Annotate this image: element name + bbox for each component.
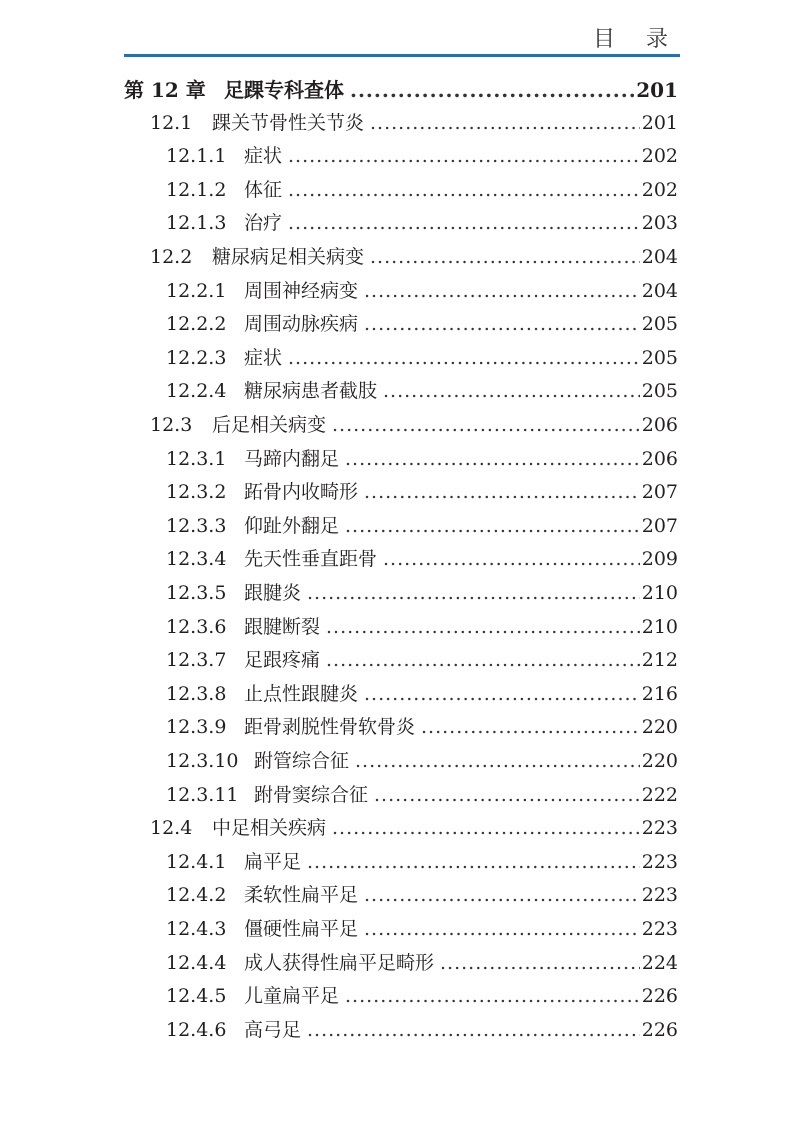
toc-entry-title: 跖骨内收畸形: [244, 481, 359, 504]
dot-leader: [345, 448, 640, 470]
toc-entry-page: 223: [641, 817, 678, 840]
toc-entry-page: 216: [641, 682, 678, 705]
dot-leader: [307, 582, 640, 604]
toc-entry-title: 踝关节骨性关节炎: [212, 111, 365, 134]
dot-leader: [355, 750, 640, 772]
toc-subsection-entry: [166, 914, 678, 944]
toc-subsection-entry: [166, 343, 678, 373]
toc-subsection-entry: [166, 880, 678, 910]
toc-entry-title: 周围神经病变: [244, 279, 359, 302]
toc-entry-number: 12.4.3: [166, 918, 227, 940]
dot-leader: [383, 548, 640, 570]
toc-entry-title: 跟腱断裂: [244, 615, 321, 638]
toc-entry-page: 202: [641, 178, 678, 201]
toc-entry-page: 201: [636, 78, 678, 102]
toc-entry-title: 跟腱炎: [244, 582, 302, 604]
toc-entry-page: 224: [641, 951, 678, 974]
dot-leader: [307, 851, 640, 873]
dot-leader: [364, 481, 640, 503]
toc-subsection-entry: [166, 309, 678, 339]
toc-entry-page: 206: [641, 447, 678, 470]
dot-leader: [364, 280, 640, 302]
toc-entry-title: 症状: [244, 346, 283, 369]
toc-entry-number: 第 12 章: [124, 78, 206, 102]
toc-entry-page: 205: [641, 380, 678, 403]
toc-entry-page: 222: [641, 783, 678, 806]
toc-entry-number: 12.3.7: [166, 649, 227, 672]
header-rule: [124, 54, 680, 57]
toc-subsection-entry: [166, 645, 678, 675]
toc-entry-page: 209: [641, 548, 678, 571]
toc-entry-page: 201: [641, 111, 678, 134]
dot-leader: [288, 347, 640, 369]
toc-subsection-entry: [166, 612, 678, 642]
dot-leader: [364, 683, 640, 705]
toc-subsection-entry: [166, 981, 678, 1011]
dot-leader: [350, 78, 634, 102]
dot-leader: [326, 616, 640, 638]
toc-chapter-entry: [124, 74, 678, 104]
dot-leader: [383, 380, 640, 402]
toc-entry-page: 220: [641, 716, 678, 739]
toc-entry-number: 12.1: [150, 111, 193, 134]
toc-entry-page: 210: [641, 582, 678, 604]
toc-entry-title: 后足相关病变: [212, 414, 327, 436]
toc-subsection-entry: [166, 679, 678, 709]
toc-entry-number: 12.4.1: [166, 850, 227, 873]
dot-leader: [421, 716, 640, 738]
toc-entry-title: 跗骨窦综合征: [254, 783, 369, 806]
toc-entry-number: 12.3.5: [166, 582, 227, 604]
toc-subsection-entry: [166, 175, 678, 205]
toc-entry-page: 226: [641, 985, 678, 1008]
toc-entry-title: 扁平足: [244, 850, 302, 873]
toc-entry-page: 212: [641, 649, 678, 672]
toc-section-entry: [150, 242, 678, 272]
toc-entry-page: 203: [641, 212, 678, 235]
dot-leader: [332, 817, 640, 839]
toc-entry-number: 12.2.1: [166, 279, 227, 302]
toc-entry-title: 中足相关疾病: [212, 817, 327, 840]
dot-leader: [364, 313, 640, 335]
dot-leader: [345, 985, 640, 1007]
toc-entry-page: 205: [641, 346, 678, 369]
toc-subsection-entry: [166, 847, 678, 877]
toc-entry-title: 糖尿病足相关病变: [212, 246, 365, 268]
toc-entry-number: 12.3.2: [166, 481, 227, 504]
toc-entry-title: 先天性垂直距骨: [244, 548, 378, 571]
toc-section-entry: [150, 108, 678, 138]
toc-entry-number: 12.3.11: [166, 783, 239, 806]
toc-subsection-entry: [166, 208, 678, 238]
toc-entry-title: 足跟疼痛: [244, 649, 321, 672]
toc-entry-page: 205: [641, 313, 678, 336]
dot-leader: [345, 515, 640, 537]
toc-entry-title: 治疗: [244, 212, 283, 235]
dot-leader: [364, 884, 640, 906]
toc-entry-number: 12.2.3: [166, 346, 227, 369]
dot-leader: [370, 246, 640, 268]
toc-entry-title: 症状: [244, 145, 283, 168]
dot-leader: [374, 784, 640, 806]
toc-entry-title: 成人获得性扁平足畸形: [244, 951, 435, 974]
toc-entry-title: 儿童扁平足: [244, 985, 340, 1008]
dot-leader: [288, 179, 640, 201]
toc-entry-page: 207: [641, 514, 678, 537]
toc-entry-page: 223: [641, 850, 678, 873]
dot-leader: [307, 1019, 640, 1041]
toc-entry-number: 12.4: [150, 817, 193, 840]
toc-entry-title: 柔软性扁平足: [244, 884, 359, 907]
dot-leader: [326, 649, 640, 671]
toc-entry-number: 12.4.2: [166, 884, 227, 907]
toc-entry-page: 223: [641, 918, 678, 940]
toc-section-entry: [150, 813, 678, 843]
toc-entry-number: 12.2: [150, 246, 193, 268]
toc-subsection-entry: [166, 376, 678, 406]
dot-leader: [332, 414, 640, 436]
toc-entry-title: 高弓足: [244, 1018, 302, 1041]
toc-entry-title: 跗管综合征: [254, 750, 350, 772]
toc-entry-page: 202: [641, 145, 678, 168]
dot-leader: [288, 212, 640, 234]
toc-subsection-entry: [166, 444, 678, 474]
dot-leader: [364, 918, 640, 940]
toc-subsection-entry: [166, 578, 678, 608]
toc-entry-number: 12.3.8: [166, 682, 227, 705]
toc-entry-number: 12.3.10: [166, 750, 239, 772]
toc-entry-title: 糖尿病患者截肢: [244, 380, 378, 403]
toc-subsection-entry: [166, 948, 678, 978]
toc-entry-page: 204: [641, 246, 678, 268]
toc-entry-number: 12.4.5: [166, 985, 227, 1008]
toc-entry-number: 12.1.2: [166, 178, 227, 201]
toc-entry-title: 足踝专科查体: [224, 78, 344, 102]
toc-entry-number: 12.3.1: [166, 447, 227, 470]
toc-entry-title: 僵硬性扁平足: [244, 918, 359, 940]
toc-subsection-entry: [166, 511, 678, 541]
dot-leader: [370, 112, 640, 134]
toc-entry-number: 12.3: [150, 414, 193, 436]
toc-entry-number: 12.4.4: [166, 951, 227, 974]
toc-entry-page: 210: [641, 615, 678, 638]
toc-subsection-entry: [166, 1015, 678, 1045]
toc-entry-title: 周围动脉疾病: [244, 313, 359, 336]
toc-entry-title: 体征: [244, 178, 283, 201]
toc-subsection-entry: [166, 141, 678, 171]
toc-subsection-entry: [166, 746, 678, 776]
toc-entry-number: 12.4.6: [166, 1018, 227, 1041]
toc-entry-page: 206: [641, 414, 678, 436]
toc-subsection-entry: [166, 712, 678, 742]
toc-entry-number: 12.3.9: [166, 716, 227, 739]
running-header-title: 目 录: [593, 27, 680, 52]
toc-entry-number: 12.3.4: [166, 548, 227, 571]
dot-leader: [288, 145, 640, 167]
toc-entry-title: 仰趾外翻足: [244, 514, 340, 537]
toc-entry-number: 12.3.3: [166, 514, 227, 537]
toc-entry-number: 12.2.4: [166, 380, 227, 403]
toc-subsection-entry: [166, 276, 678, 306]
toc-entry-number: 12.1.3: [166, 212, 227, 235]
toc-subsection-entry: [166, 477, 678, 507]
toc-entry-page: 204: [641, 279, 678, 302]
toc-entry-title: 马蹄内翻足: [244, 447, 340, 470]
toc-entry-title: 止点性跟腱炎: [244, 682, 359, 705]
dot-leader: [440, 952, 640, 974]
toc-entry-number: 12.2.2: [166, 313, 227, 336]
toc-section-entry: [150, 410, 678, 440]
toc-entry-title: 距骨剥脱性骨软骨炎: [244, 716, 416, 739]
toc-entry-number: 12.1.1: [166, 145, 227, 168]
toc-entry-page: 220: [641, 750, 678, 772]
toc-entry-page: 207: [641, 481, 678, 504]
toc-entry-page: 223: [641, 884, 678, 907]
toc-entry-page: 226: [641, 1018, 678, 1041]
toc-entry-number: 12.3.6: [166, 615, 227, 638]
toc-subsection-entry: [166, 780, 678, 810]
toc-subsection-entry: [166, 544, 678, 574]
